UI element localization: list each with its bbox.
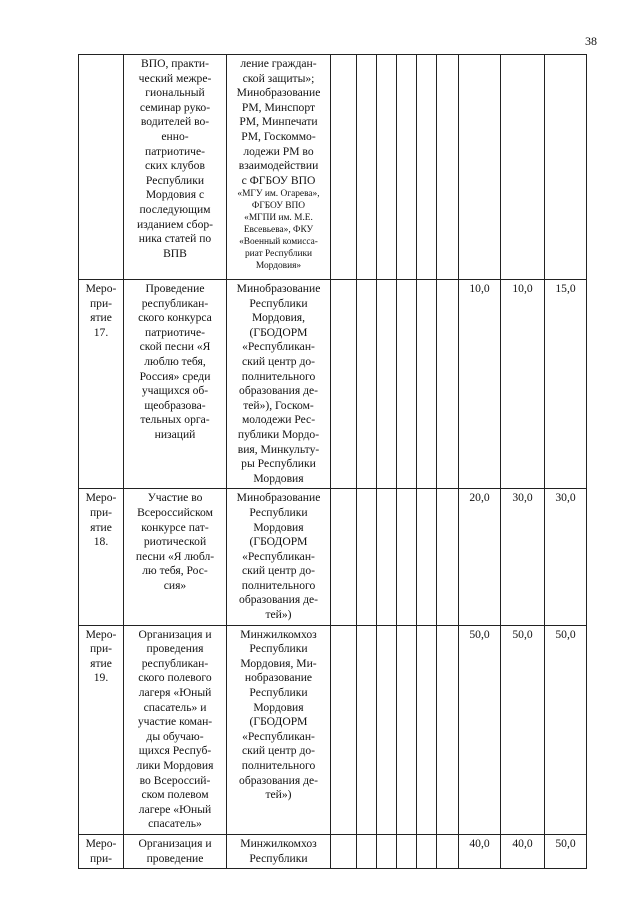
activity-number: Меро- при- ятие 18. [79, 489, 124, 625]
empty-cell [417, 280, 437, 489]
empty-cell [357, 55, 377, 280]
value-year-1: 40,0 [459, 834, 501, 868]
activity-executor: Минжилкомхоз Республики [227, 834, 331, 868]
executor-text: ление граждан- ской защиты»; Минобразование РМ, Минспорт РМ, Минпечати РМ, Госкоммо- лодежи РМ во взаимодействии с ФГБОУ ВПО [236, 57, 321, 187]
value-year-1: 20,0 [459, 489, 501, 625]
value-year-3 [545, 55, 587, 280]
value-year-2 [501, 55, 545, 280]
program-activities-table [78, 54, 587, 869]
empty-cell [331, 489, 357, 625]
empty-cell [377, 55, 397, 280]
activity-number: Меро- при- [79, 834, 124, 868]
empty-cell [437, 625, 459, 834]
empty-cell [397, 625, 417, 834]
activity-title: Организация и проведения республикан- ского полевого лагеря «Юный спасатель» и участие коман- ды обучаю- щихся Респуб- лики Мордовия во Всероссий- ском полевом лагере «Юный спасатель» [124, 625, 227, 834]
empty-cell [437, 280, 459, 489]
empty-cell [417, 55, 437, 280]
empty-cell [331, 625, 357, 834]
value-year-1: 10,0 [459, 280, 501, 489]
value-year-2: 10,0 [501, 280, 545, 489]
empty-cell [357, 489, 377, 625]
value-year-3: 50,0 [545, 625, 587, 834]
empty-cell [377, 280, 397, 489]
empty-cell [357, 280, 377, 489]
value-year-3: 50,0 [545, 834, 587, 868]
empty-cell [397, 834, 417, 868]
activity-number: Меро- при- ятие 17. [79, 280, 124, 489]
empty-cell [437, 834, 459, 868]
empty-cell [331, 280, 357, 489]
activity-executor [227, 55, 331, 280]
empty-cell [417, 834, 437, 868]
empty-cell [417, 625, 437, 834]
table-row [79, 489, 587, 625]
table-row [79, 280, 587, 489]
empty-cell [417, 489, 437, 625]
activity-title: Проведение республикан- ского конкурса патриотиче- ской песни «Я люблю тебя, Россия» среди учащихся об- щеобразова- тельных орга- низаций [124, 280, 227, 489]
empty-cell [397, 55, 417, 280]
activity-executor: Минжилкомхоз Республики Мордовия, Ми- нобразование Республики Мордовия (ГБОДОРМ «Республикан- ский центр до- полнительного образования де- тей») [227, 625, 331, 834]
empty-cell [377, 625, 397, 834]
page-number: 38 [585, 34, 597, 48]
activity-title: ВПО, практи- ческий межре- гиональный семинар руко- водителей во- енно- патриотиче- ских клубов Республики Мордовия с последующим изданием сбор- ника статей по ВПВ [124, 55, 227, 280]
table-row [79, 834, 587, 868]
value-year-3: 15,0 [545, 280, 587, 489]
empty-cell [331, 834, 357, 868]
table-row [79, 625, 587, 834]
executor-small-text: «МГУ им. Огарева», ФГБОУ ВПО «МГПИ им. М.Е. Евсевьева», ФКУ «Военный комисса- риат Республики Мордовия» [237, 189, 320, 272]
activity-number [79, 55, 124, 280]
empty-cell [437, 489, 459, 625]
value-year-2: 40,0 [501, 834, 545, 868]
activity-executor: Минобразование Республики Мордовия (ГБОДОРМ «Республикан- ский центр до- полнительного образования де- тей») [227, 489, 331, 625]
value-year-1 [459, 55, 501, 280]
activity-executor: Минобразование Республики Мордовия, (ГБОДОРМ «Республикан- ский центр до- полнительного образования де- тей»), Госком- молодежи Рес- публики Мордо- вия, Минкульту- ры Республики Мордовия [227, 280, 331, 489]
activity-number: Меро- при- ятие 19. [79, 625, 124, 834]
empty-cell [437, 55, 459, 280]
value-year-2: 50,0 [501, 625, 545, 834]
table-row [79, 55, 587, 280]
activity-title: Участие во Всероссийском конкурсе пат- риотической песни «Я любл- лю тебя, Рос- сия» [124, 489, 227, 625]
empty-cell [357, 625, 377, 834]
empty-cell [331, 55, 357, 280]
empty-cell [377, 489, 397, 625]
empty-cell [357, 834, 377, 868]
activity-title: Организация и проведение [124, 834, 227, 868]
value-year-1: 50,0 [459, 625, 501, 834]
empty-cell [397, 489, 417, 625]
empty-cell [397, 280, 417, 489]
value-year-3: 30,0 [545, 489, 587, 625]
value-year-2: 30,0 [501, 489, 545, 625]
empty-cell [377, 834, 397, 868]
